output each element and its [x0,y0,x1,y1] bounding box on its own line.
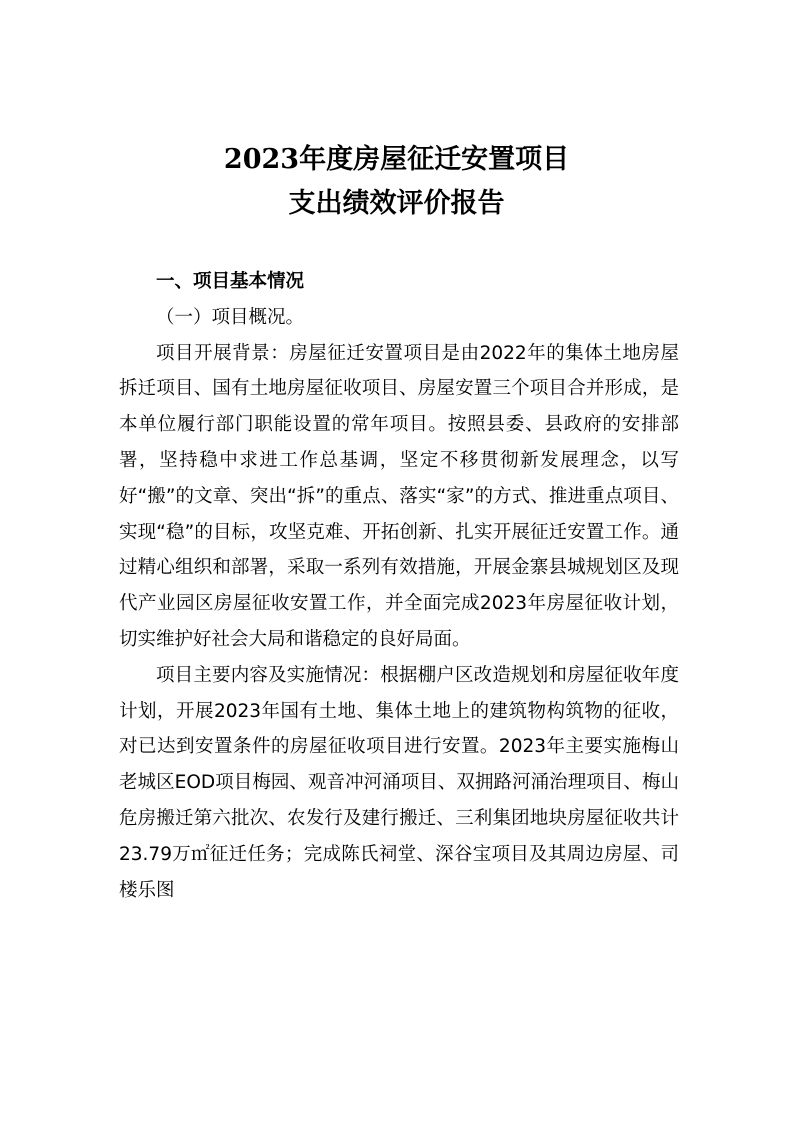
report-title-line-2: 支出绩效评价报告 [288,188,505,219]
paragraph-project-content: 项目主要内容及实施情况：根据棚户区改造规划和房屋征收年度计划，开展2023年国有土地、集体土地上的建筑物构筑物的征收，对已达到安置条件的房屋征收项目进行安置。2023年主要实施梅山老城区EOD项目梅园、观音冲河涌项目、双拥路河涌治理项目、梅山危房搬迁第六批次、农发行及建行搬迁、三利集团地块房屋征收共计23.79万㎡征迁任务；完成陈氏祠堂、深谷宝项目及其周边房屋、司楼乐图 [119,664,679,901]
subsection-heading-overview: （一）项目概况。 [156,306,305,328]
report-title-line-1: 2023年度房屋征迁安置项目 [223,144,570,175]
report-body [119,264,679,908]
section-heading-basic-info: 一、项目基本情况 [156,271,305,292]
paragraph-project-background: 项目开展背景：房屋征迁安置项目是由2022年的集体土地房屋拆迁项目、国有土地房屋征收项目、房屋安置三个项目合并形成，是本单位履行部门职能设置的常年项目。按照县委、县政府的安排部署，坚持稳中求进工作总基调，坚定不移贯彻新发展理念，以写好“搬”的文章、突出“拆”的重点、落实“家”的方式、推进重点项目、实现“稳”的目标，攻坚克难、开拓创新、扎实开展征迁安置工作。通过精心组织和部署，采取一系列有效措施，开展金寨县城规划区及现代产业园区房屋征收安置工作，并全面完成2023年房屋征收计划，切实维护好社会大局和谐稳定的良好局面。 [119,342,679,650]
report-title [0,138,793,226]
